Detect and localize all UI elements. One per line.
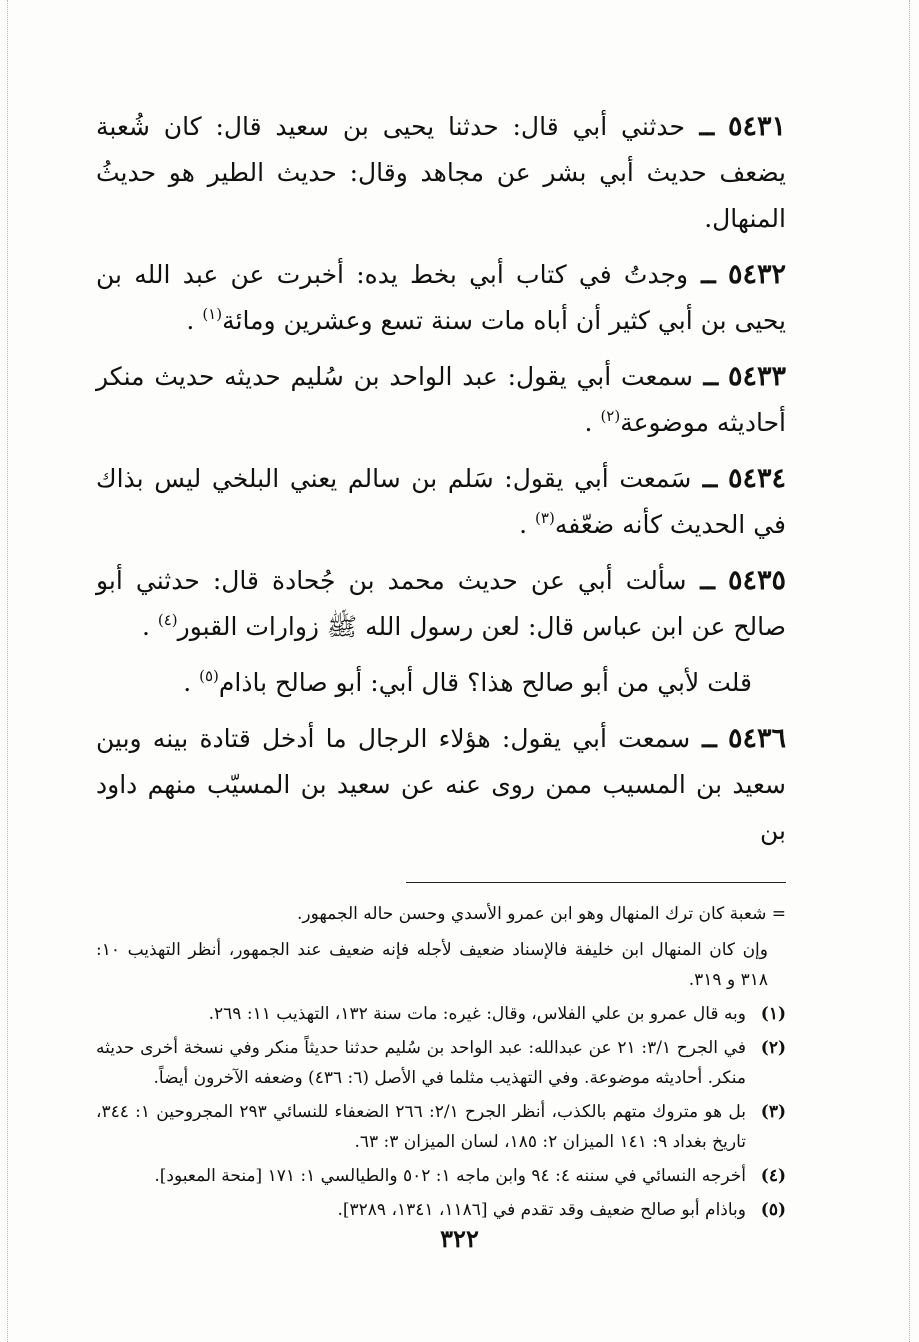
page-number: ٣٢٢ <box>440 1224 479 1253</box>
footnotes <box>96 899 786 1225</box>
entry-text: سمعت أبي يقول: عبد الواحد بن سُليم حديثه حديث منكر أحاديثه موضوعة <box>96 362 786 437</box>
entry-5432: ٥٤٣٢ ــ وجدتُ في كتاب أبي بخط يده: أخبرت عن عبد الله بن يحيى بن أبي كثير أن أباه مات سنة تسع وعشرين ومائة$^{(١)}$ . <box>96 259 786 335</box>
entry-dash: ــ <box>690 724 717 753</box>
entry-text: قلت لأبي من أبو صالح هذا؟ قال أبي: أبو صالح باذام <box>218 668 752 697</box>
footnote-4 <box>96 1161 786 1191</box>
footnote-ref[interactable]: (١) <box>202 305 223 323</box>
entry-number: ٥٤٣٣ <box>728 361 787 392</box>
footnote-text: أخرجه النسائي في سننه ٤: ٩٤ وابن ماجه ١: ٥٠٢ والطيالسي ١: ١٧١ [منحة المعبود]. <box>154 1166 746 1186</box>
footnote-ref[interactable]: (٥) <box>199 667 219 685</box>
footnote-ref[interactable]: (٤) <box>157 611 178 629</box>
footnote-mark: (٤) <box>760 1166 786 1186</box>
entry-text: سمعت أبي يقول: هؤلاء الرجال ما أدخل قتادة بينه وبين سعيد بن المسيب ممن روى عنه عن سعيد بن المسيّب منهم داود بن <box>96 724 786 845</box>
left-margin-dots <box>7 0 8 1342</box>
entry-text: حدثني أبي قال: حدثنا يحيى بن سعيد قال: كان شُعبة يضعف حديث أبي بشر عن مجاهد وقال: حديث الطير هو حديثُ المنهال. <box>96 112 786 233</box>
footnote-3 <box>96 1097 786 1157</box>
footnote-separator <box>406 882 786 883</box>
footnote-text: وباذام أبو صالح ضعيف وقد تقدم في [١١٨٦، ١٣٤١، ٣٢٨٩]. <box>337 1200 746 1220</box>
entry-5436 <box>96 716 786 854</box>
entry-5431 <box>96 104 786 242</box>
footnote-text: بل هو متروك متهم بالكذب، أنظر الجرح ٢/١: ٢٦٦ الضعفاء للنسائي ٢٩٣ المجروحين ١: ٣٤٤، تاريخ بغداد ٩: ١٤١ الميزان ٢: ١٨٥، لسان الميزان ٣: ٦٣. <box>96 1102 746 1152</box>
entry-dash: ــ <box>693 362 719 391</box>
footnote-ref[interactable]: (٣) <box>535 509 555 527</box>
entry-dash: ــ <box>686 566 715 595</box>
entry-5434: ٥٤٣٤ ــ سَمعت أبي يقول: سَلم بن سالم يعني البلخي ليس بذاك في الحديث كأنه ضعّفه$^{(٣)}$ . <box>96 463 786 539</box>
footnote-5 <box>96 1195 786 1225</box>
footnote-1 <box>96 999 786 1029</box>
footnote-continuation: = شعبة كان ترك المنهال وهو ابن عمرو الأسدي وحسن حاله الجمهور. <box>296 904 786 924</box>
footnote-mark: (١) <box>760 1004 786 1024</box>
footnote-mark: (٣) <box>760 1102 786 1122</box>
footnote-continuation: وإن كان المنهال ابن خليفة فالإسناد ضعيف لأجله فإنه ضعيف عند الجمهور، أنظر التهذيب ١٠: ٣١٨ و ٣١٩. <box>96 940 768 990</box>
entry-number: ٥٤٣٦ <box>727 723 786 754</box>
footnote-mark: (٢) <box>760 1038 786 1058</box>
entry-5433: ٥٤٣٣ ــ سمعت أبي يقول: عبد الواحد بن سُليم حديثه حديث منكر أحاديثه موضوعة$^{(٢)}$ . <box>96 361 787 437</box>
entry-number: ٥٤٣٢ <box>727 259 786 290</box>
entry-dash: ــ <box>688 260 716 289</box>
footnote-ref[interactable]: (٢) <box>600 407 621 425</box>
entry-text: وجدتُ في كتاب أبي بخط يده: أخبرت عن عبد الله بن يحيى بن أبي كثير أن أباه مات سنة تسع وعشرين ومائة <box>96 260 786 335</box>
entry-number: ٥٤٣٥ <box>727 565 786 596</box>
footnote-text: في الجرح ٣/١: ٢١ عن عبدالله: عبد الواحد بن سُليم حدثنا حديثاً منكر وفي نسخة أخرى حديثه منكر. أحاديثه موضوعة. وفي التهذيب مثلما في الأصل (٦: ٤٣٦) وضعفه الآخرون أيضاً. <box>96 1038 746 1088</box>
entry-number: ٥٤٣٤ <box>727 463 786 494</box>
entry-continuation: قلت لأبي من أبو صالح هذا؟ قال أبي: أبو صالح باذام$^{(٥)}$ . <box>183 667 752 697</box>
entry-text: سَمعت أبي يقول: سَلم بن سالم يعني البلخي ليس بذاك في الحديث كأنه ضعّفه <box>96 464 786 539</box>
entry-dash: ــ <box>691 464 718 493</box>
entry-5435: ٥٤٣٥ ــ سألت أبي عن حديث محمد بن جُحادة قال: حدثني أبو صالح عن ابن عباس قال: لعن رسول الله ﷺ زوارات القبور$^{(٤)}$ . <box>96 565 786 641</box>
entry-text: سألت أبي عن حديث محمد بن جُحادة قال: حدثني أبو صالح عن ابن عباس قال: لعن رسول الله ﷺ زوارات القبور <box>96 566 786 641</box>
footnote-mark: (٥) <box>760 1200 786 1220</box>
footnote-text: وبه قال عمرو بن علي الفلاس، وقال: غيره: مات سنة ١٣٢، التهذيب ١١: ٢٦٩. <box>208 1004 746 1024</box>
page-body <box>96 104 786 1229</box>
footnote-2 <box>96 1033 786 1093</box>
entry-number: ٥٤٣١ <box>727 111 786 142</box>
right-margin-dots <box>909 0 910 1342</box>
entry-dash: ــ <box>684 112 715 141</box>
